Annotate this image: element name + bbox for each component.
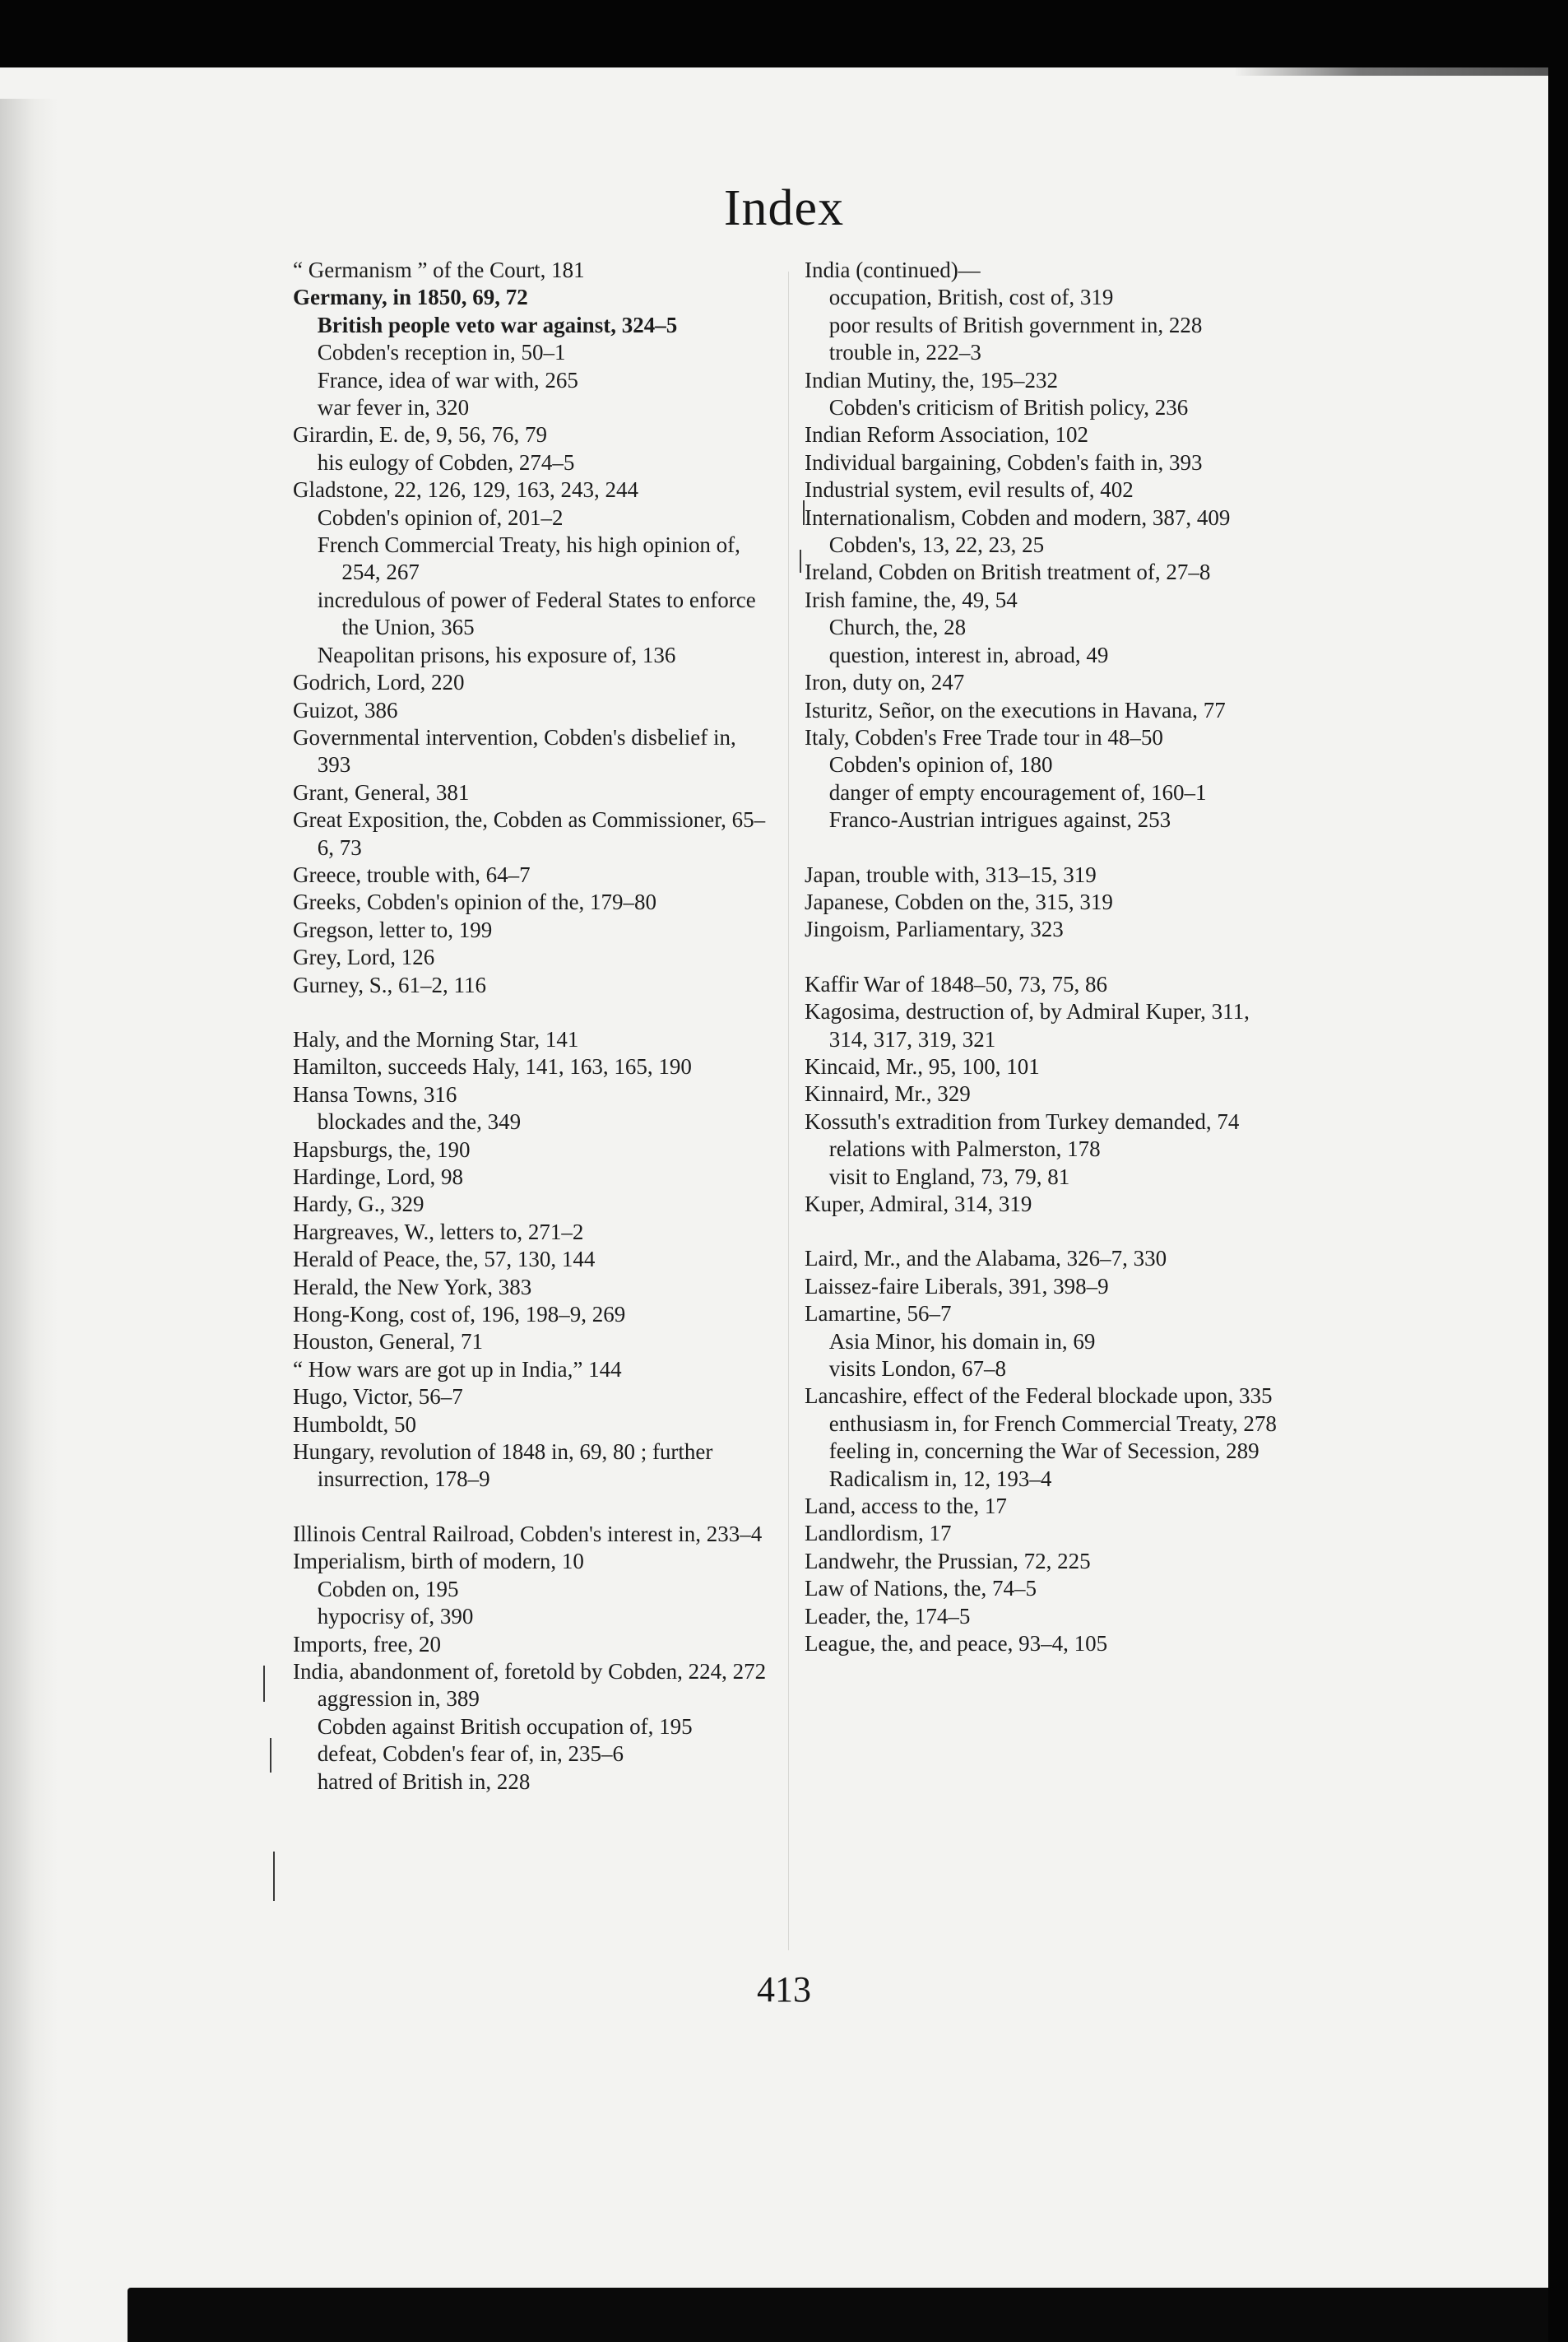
index-subentry: Church, the, 28 [828, 615, 967, 640]
index-subentry: Cobden's, 13, 22, 23, 25 [828, 532, 1045, 558]
index-entry: Law of Nations, the, 74–5 [805, 1576, 1037, 1601]
index-entry: Landwehr, the Prussian, 72, 225 [805, 1548, 1091, 1573]
index-entry: Laird, Mr., and the Alabama, 326–7, 330 [805, 1246, 1167, 1271]
index-entry: Herald of Peace, the, 57, 130, 144 [293, 1247, 596, 1272]
index-subentry: Neapolitan prisons, his exposure of, 136 [317, 642, 676, 667]
index-subentry: Cobden's reception in, 50–1 [317, 340, 566, 365]
index-entry: Kagosima, destruction of, by Admiral Kuper, 311, 314, 317, 319, 321 [805, 999, 1250, 1052]
page-title: Index [723, 180, 845, 236]
index-subentry: incredulous of power of Federal States to enforce the Union, 365 [317, 587, 756, 640]
index-subentry: Cobden on, 195 [317, 1576, 459, 1601]
index-entry: Kincaid, Mr., 95, 100, 101 [805, 1053, 1040, 1079]
index-entry: Gregson, letter to, 199 [293, 917, 493, 942]
index-entry: League, the, and peace, 93–4, 105 [805, 1631, 1108, 1657]
index-entry: Iron, duty on, 247 [805, 670, 965, 695]
index-subentry: Cobden's opinion of, 180 [828, 752, 1053, 778]
index-entry: Hardy, G., 329 [293, 1192, 424, 1217]
column-divider [788, 272, 789, 1950]
index-entry: “ How wars are got up in India,” 144 [293, 1356, 622, 1382]
index-entry: Hungary, revolution of 1848 in, 69, 80 ; further insurrection, 178–9 [293, 1439, 713, 1492]
index-subentry: blockades and the, 349 [317, 1109, 522, 1135]
index-entry: Hong-Kong, cost of, 196, 198–9, 269 [293, 1302, 626, 1327]
margin-bracket-mark [273, 1852, 275, 1901]
index-entry: India, abandonment of, foretold by Cobden, 224, 272 [293, 1658, 767, 1684]
index-subentry: Franco-Austrian intrigues against, 253 [828, 807, 1171, 833]
index-subentry: France, idea of war with, 265 [317, 367, 578, 393]
index-entry: Great Exposition, the, Cobden as Commissioner, 65–6, 73 [293, 807, 766, 860]
index-entry: Hugo, Victor, 56–7 [293, 1384, 463, 1410]
index-subentry: French Commercial Treaty, his high opinion of, 254, 267 [317, 532, 740, 585]
index-subentry: relations with Palmerston, 178 [828, 1136, 1101, 1162]
index-entry: Land, access to the, 17 [805, 1494, 1007, 1519]
index-entry: Indian Mutiny, the, 195–232 [805, 367, 1058, 393]
index-entry: Grant, General, 381 [293, 779, 470, 805]
margin-bracket-mark [800, 550, 801, 573]
index-entry: Imports, free, 20 [293, 1631, 441, 1657]
index-entry: Greeks, Cobden's opinion of the, 179–80 [293, 890, 657, 915]
index-entry: Gladstone, 22, 126, 129, 163, 243, 244 [293, 477, 638, 503]
index-subentry: defeat, Cobden's fear of, in, 235–6 [317, 1741, 624, 1767]
index-entry: Japanese, Cobden on the, 315, 319 [805, 889, 1113, 914]
index-entry: Humboldt, 50 [293, 1411, 417, 1437]
index-entry: Lamartine, 56–7 [805, 1301, 952, 1327]
index-subentry: Radicalism in, 12, 193–4 [828, 1466, 1052, 1491]
index-subentry: feeling in, concerning the War of Secession, 289 [828, 1438, 1260, 1464]
index-entry: Hapsburgs, the, 190 [293, 1136, 471, 1162]
index-entry: Illinois Central Railroad, Cobden's interest in, 233–4 [293, 1521, 763, 1546]
index-entry: Kaffir War of 1848–50, 73, 75, 86 [805, 971, 1108, 997]
page-number: 413 [757, 1969, 811, 2010]
index-entry: Germany, in 1850, 69, 72 [293, 285, 528, 310]
margin-bracket-mark [270, 1738, 271, 1773]
page-edge-shadow [1234, 67, 1548, 76]
scan-bottom-border [128, 2288, 1548, 2342]
index-subentry: enthusiasm in, for French Commercial Treaty, 278 [828, 1410, 1277, 1436]
index-entry: Kinnaird, Mr., 329 [805, 1081, 971, 1107]
index-entry: Hansa Towns, 316 [293, 1081, 457, 1107]
index-subentry: visit to England, 73, 79, 81 [828, 1164, 1070, 1189]
index-entry: Grey, Lord, 126 [293, 945, 435, 970]
index-entry: Internationalism, Cobden and modern, 387, 409 [805, 504, 1231, 530]
index-entry: Lancashire, effect of the Federal blockade upon, 335 [805, 1383, 1273, 1409]
index-entry: Hamilton, succeeds Haly, 141, 163, 165, 190 [293, 1054, 692, 1080]
index-subentry: visits London, 67–8 [828, 1356, 1006, 1382]
index-entry: Godrich, Lord, 220 [293, 670, 465, 695]
index-subentry: Cobden against British occupation of, 195 [317, 1713, 693, 1739]
index-entry: Jingoism, Parliamentary, 323 [805, 917, 1064, 942]
margin-bracket-mark [803, 500, 805, 525]
index-subentry: danger of empty encouragement of, 160–1 [828, 779, 1207, 805]
index-entry: Kossuth's extradition from Turkey demanded, 74 [805, 1108, 1240, 1134]
index-entry: Japan, trouble with, 313–15, 319 [805, 862, 1097, 887]
index-entry: Gurney, S., 61–2, 116 [293, 972, 486, 997]
index-subentry: trouble in, 222–3 [828, 340, 981, 365]
index-entry: Guizot, 386 [293, 697, 398, 723]
index-entry: Indian Reform Association, 102 [805, 422, 1088, 448]
index-column-left [293, 257, 768, 1796]
index-subentry: occupation, British, cost of, 319 [828, 285, 1114, 310]
index-entry: Irish famine, the, 49, 54 [805, 587, 1018, 612]
index-entry: “ Germanism ” of the Court, 181 [293, 258, 585, 282]
index-subentry: hatred of British in, 228 [317, 1768, 531, 1794]
index-entry: Kuper, Admiral, 314, 319 [805, 1192, 1032, 1216]
margin-bracket-mark [263, 1666, 265, 1702]
index-entry: Houston, General, 71 [293, 1329, 483, 1355]
index-subentry: aggression in, 389 [317, 1686, 480, 1712]
index-entry: Landlordism, 17 [805, 1521, 952, 1546]
index-entry: Imperialism, birth of modern, 10 [293, 1549, 584, 1574]
index-subentry: his eulogy of Cobden, 274–5 [317, 449, 575, 475]
index-subentry: poor results of British government in, 228 [828, 312, 1203, 337]
index-entry: Herald, the New York, 383 [293, 1274, 532, 1299]
index-entry: Ireland, Cobden on British treatment of, 27–8 [805, 560, 1211, 585]
index-entry: Governmental intervention, Cobden's disbelief in, 393 [293, 724, 736, 778]
index-subentry: Cobden's opinion of, 201–2 [317, 504, 564, 530]
index-entry: Greece, trouble with, 64–7 [293, 862, 531, 887]
index-subentry: Asia Minor, his domain in, 69 [828, 1328, 1096, 1354]
index-column-right [805, 257, 1285, 1658]
index-entry: Hargreaves, W., letters to, 271–2 [293, 1219, 584, 1244]
index-entry: Isturitz, Señor, on the executions in Havana, 77 [805, 697, 1226, 723]
index-subentry: war fever in, 320 [317, 395, 470, 421]
index-subentry: Cobden's criticism of British policy, 236 [828, 395, 1189, 421]
index-subentry: question, interest in, abroad, 49 [828, 642, 1109, 667]
index-entry: India (continued)— [805, 258, 981, 282]
index-entry: Girardin, E. de, 9, 56, 76, 79 [293, 422, 547, 448]
index-subentry: British people veto war against, 324–5 [317, 312, 678, 337]
index-entry: Individual bargaining, Cobden's faith in, 393 [805, 449, 1203, 475]
index-entry: Haly, and the Morning Star, 141 [293, 1026, 579, 1052]
index-subentry: hypocrisy of, 390 [317, 1604, 474, 1629]
index-entry: Industrial system, evil results of, 402 [805, 477, 1134, 503]
index-entry: Italy, Cobden's Free Trade tour in 48–50 [805, 724, 1163, 750]
index-entry: Laissez-faire Liberals, 391, 398–9 [805, 1273, 1109, 1299]
index-entry: Hardinge, Lord, 98 [293, 1164, 463, 1189]
index-entry: Leader, the, 174–5 [805, 1603, 971, 1629]
